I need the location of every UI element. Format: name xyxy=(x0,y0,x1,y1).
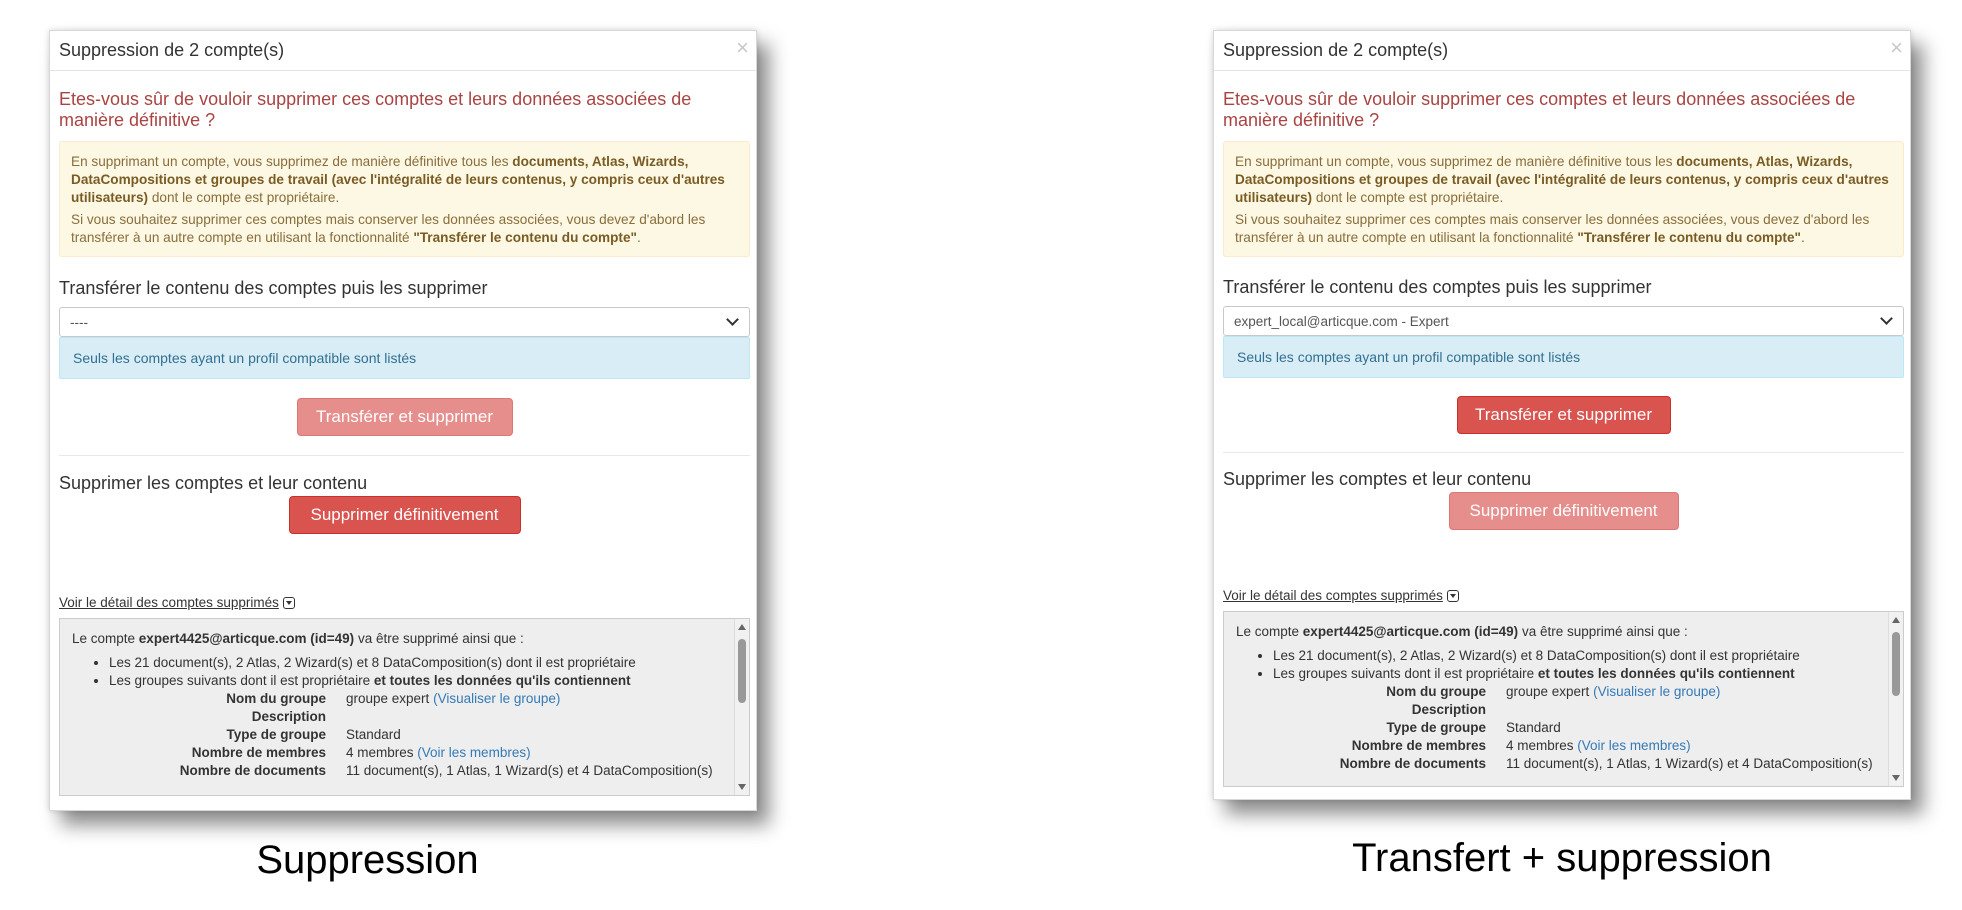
warning-box xyxy=(59,141,750,257)
group-name-label: Nom du groupe xyxy=(1386,684,1486,699)
chevron-down-icon xyxy=(1880,312,1893,325)
select-value: ---- xyxy=(70,314,88,330)
group-details xyxy=(1236,683,1877,773)
dialog-header xyxy=(50,31,756,71)
scroll-down-icon[interactable] xyxy=(1892,775,1900,781)
show-details-link[interactable]: Voir le détail des comptes supprimés xyxy=(1223,588,1459,603)
group-name-value: groupe expert (Visualiser le groupe) xyxy=(346,691,561,706)
group-name-value: groupe expert (Visualiser le groupe) xyxy=(1506,684,1721,699)
members-value: 4 membres (Voir les membres) xyxy=(1506,738,1691,753)
detail-intro: Le compte expert4425@articque.com (id=49) va être supprimé ainsi que : xyxy=(1236,624,1688,639)
caret-square-down-icon xyxy=(1447,590,1459,602)
view-group-link[interactable]: (Visualiser le groupe) xyxy=(433,691,561,706)
delete-section-title: Supprimer les comptes et leur contenu xyxy=(1223,469,1532,489)
info-text: Seuls les comptes ayant un profil compatible sont listés xyxy=(73,350,417,366)
view-members-link[interactable]: (Voir les membres) xyxy=(1577,738,1691,753)
description-value xyxy=(1506,701,1877,719)
dialog-body xyxy=(1214,71,1910,787)
caption-transfer-deletion: Transfert + suppression xyxy=(1352,836,1772,880)
members-value: 4 membres (Voir les membres) xyxy=(346,745,531,760)
scroll-thumb[interactable] xyxy=(1892,632,1900,696)
scroll-up-icon[interactable] xyxy=(1892,617,1900,623)
members-label: Nombre de membres xyxy=(191,745,326,760)
list-item: • Les groupes suivants dont il est propriétaire et toutes les données qu'ils contiennent xyxy=(1273,665,1877,683)
documents-value: 11 document(s), 1 Atlas, 1 Wizard(s) et 4 DataComposition(s) xyxy=(346,763,713,778)
detail-list xyxy=(72,654,723,690)
transfer-section-title: Transférer le contenu des comptes puis les supprimer xyxy=(1223,277,1652,297)
group-type-label: Type de groupe xyxy=(1386,720,1486,735)
list-item: • Les 21 document(s), 2 Atlas, 2 Wizard(s) et 8 DataComposition(s) dont il est propriétaire xyxy=(109,654,723,672)
list-item: • Les 21 document(s), 2 Atlas, 2 Wizard(s) et 8 DataComposition(s) dont il est propriétaire xyxy=(1273,647,1877,665)
target-account-select[interactable] xyxy=(59,307,750,337)
confirm-question: Etes-vous sûr de vouloir supprimer ces comptes et leurs données associées de manière définitive ? xyxy=(1223,89,1856,130)
scroll-down-icon[interactable] xyxy=(738,784,746,790)
target-account-select[interactable] xyxy=(1223,306,1904,336)
deleted-accounts-detail xyxy=(59,618,750,796)
scrollbar[interactable] xyxy=(734,619,749,795)
select-value: expert_local@articque.com - Expert xyxy=(1234,313,1449,329)
scroll-thumb[interactable] xyxy=(738,639,746,703)
close-icon[interactable]: × xyxy=(1890,35,1903,60)
dialog-header xyxy=(1214,31,1910,71)
delete-section-title: Supprimer les comptes et leur contenu xyxy=(59,473,368,493)
group-details xyxy=(72,690,723,780)
view-members-link[interactable]: (Voir les membres) xyxy=(417,745,531,760)
description-label: Description xyxy=(1411,702,1486,717)
detail-intro: Le compte expert4425@articque.com (id=49) va être supprimé ainsi que : xyxy=(72,631,524,646)
delete-dialog-right xyxy=(1213,30,1911,800)
delete-permanently-button[interactable]: Supprimer définitivement xyxy=(1449,492,1679,530)
confirm-question: Etes-vous sûr de vouloir supprimer ces comptes et leurs données associées de manière définitive ? xyxy=(59,89,692,130)
dialog-body xyxy=(50,71,756,796)
show-details-link[interactable]: Voir le détail des comptes supprimés xyxy=(59,595,295,610)
chevron-down-icon xyxy=(726,313,739,326)
group-name-label: Nom du groupe xyxy=(226,691,326,706)
delete-permanently-button[interactable]: Supprimer définitivement xyxy=(289,496,521,534)
divider xyxy=(1223,452,1904,453)
dialog-title: Suppression de 2 compte(s) xyxy=(59,40,285,60)
info-box xyxy=(59,337,750,379)
close-icon[interactable]: × xyxy=(736,35,749,60)
warning-paragraph-1: En supprimant un compte, vous supprimez de manière définitive tous les documents, Atlas, Wizards, DataCompositions et groupes de travail (avec l'intégralité de leurs contenus, y compris ceux d'autres utilisateurs) dont le compte est propriétaire. xyxy=(71,154,725,205)
info-text: Seuls les comptes ayant un profil compatible sont listés xyxy=(1237,349,1581,365)
caption-deletion: Suppression xyxy=(256,838,479,882)
warning-paragraph-2: Si vous souhaitez supprimer ces comptes mais conserver les données associées, vous devez d'abord les transférer à un autre compte en utilisant la fonctionnalité "Transférer le contenu du compte". xyxy=(1235,212,1870,245)
transfer-and-delete-button[interactable]: Transférer et supprimer xyxy=(1457,396,1671,434)
transfer-and-delete-button[interactable]: Transférer et supprimer xyxy=(297,398,513,436)
transfer-section-title: Transférer le contenu des comptes puis les supprimer xyxy=(59,278,488,298)
description-label: Description xyxy=(251,709,326,724)
documents-label: Nombre de documents xyxy=(1339,756,1486,771)
scrollbar[interactable] xyxy=(1888,612,1903,786)
detail-list xyxy=(1236,647,1877,683)
delete-dialog-left xyxy=(49,30,757,811)
divider xyxy=(59,455,750,456)
documents-value: 11 document(s), 1 Atlas, 1 Wizard(s) et 4 DataComposition(s) xyxy=(1506,756,1873,771)
dialog-title: Suppression de 2 compte(s) xyxy=(1223,40,1449,60)
warning-box xyxy=(1223,141,1904,257)
members-label: Nombre de membres xyxy=(1351,738,1486,753)
deleted-accounts-detail xyxy=(1223,611,1904,787)
warning-paragraph-1: En supprimant un compte, vous supprimez de manière définitive tous les documents, Atlas, Wizards, DataCompositions et groupes de travail (avec l'intégralité de leurs contenus, y compris ceux d'autres utilisateurs) dont le compte est propriétaire. xyxy=(1235,154,1889,205)
group-type-value: Standard xyxy=(346,727,401,742)
list-item: • Les groupes suivants dont il est propriétaire et toutes les données qu'ils contiennent xyxy=(109,672,723,690)
group-type-value: Standard xyxy=(1506,720,1561,735)
view-group-link[interactable]: (Visualiser le groupe) xyxy=(1593,684,1721,699)
caret-square-down-icon xyxy=(283,597,295,609)
warning-paragraph-2: Si vous souhaitez supprimer ces comptes mais conserver les données associées, vous devez d'abord les transférer à un autre compte en utilisant la fonctionnalité "Transférer le contenu du compte". xyxy=(71,212,706,245)
info-box xyxy=(1223,336,1904,378)
group-type-label: Type de groupe xyxy=(226,727,326,742)
documents-label: Nombre de documents xyxy=(179,763,326,778)
description-value xyxy=(346,708,723,726)
scroll-up-icon[interactable] xyxy=(738,624,746,630)
